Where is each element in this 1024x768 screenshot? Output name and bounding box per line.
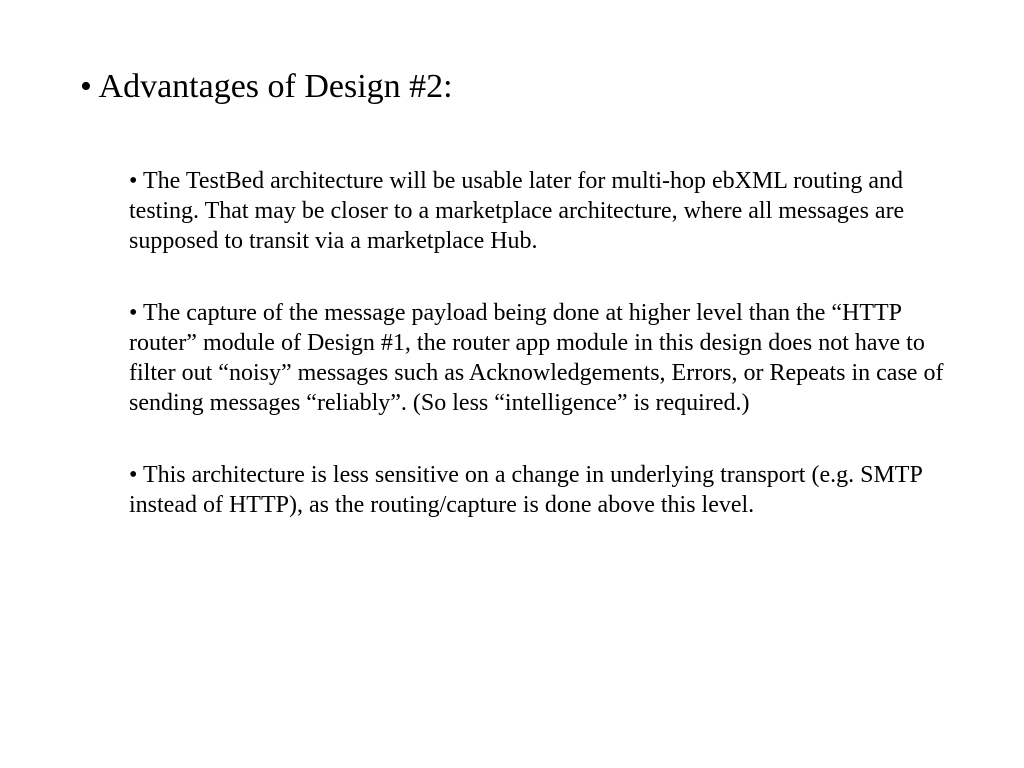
bullet-item-testbed-architecture: • The TestBed architecture will be usable later for multi-hop ebXML routing and testing. That may be closer to a marketplace architecture, where all messages are supposed to transit via a marketplace Hub. <box>129 168 905 254</box>
bullet-list <box>129 166 959 520</box>
bullet-item-payload-capture: • The capture of the message payload being done at higher level than the “HTTP router” module of Design #1, the router app module in this design does not have to filter out “noisy” messages such as Acknowledgements, Errors, or Repeats in case of sending messages “reliably”. (So less “intelligence” is required.) <box>129 300 944 416</box>
bullet-item-transport-sensitivity: • This architecture is less sensitive on a change in underlying transport (e.g. SMTP instead of HTTP), as the routing/capture is done above this level. <box>129 462 922 518</box>
slide-heading: • Advantages of Design #2: <box>80 68 453 105</box>
